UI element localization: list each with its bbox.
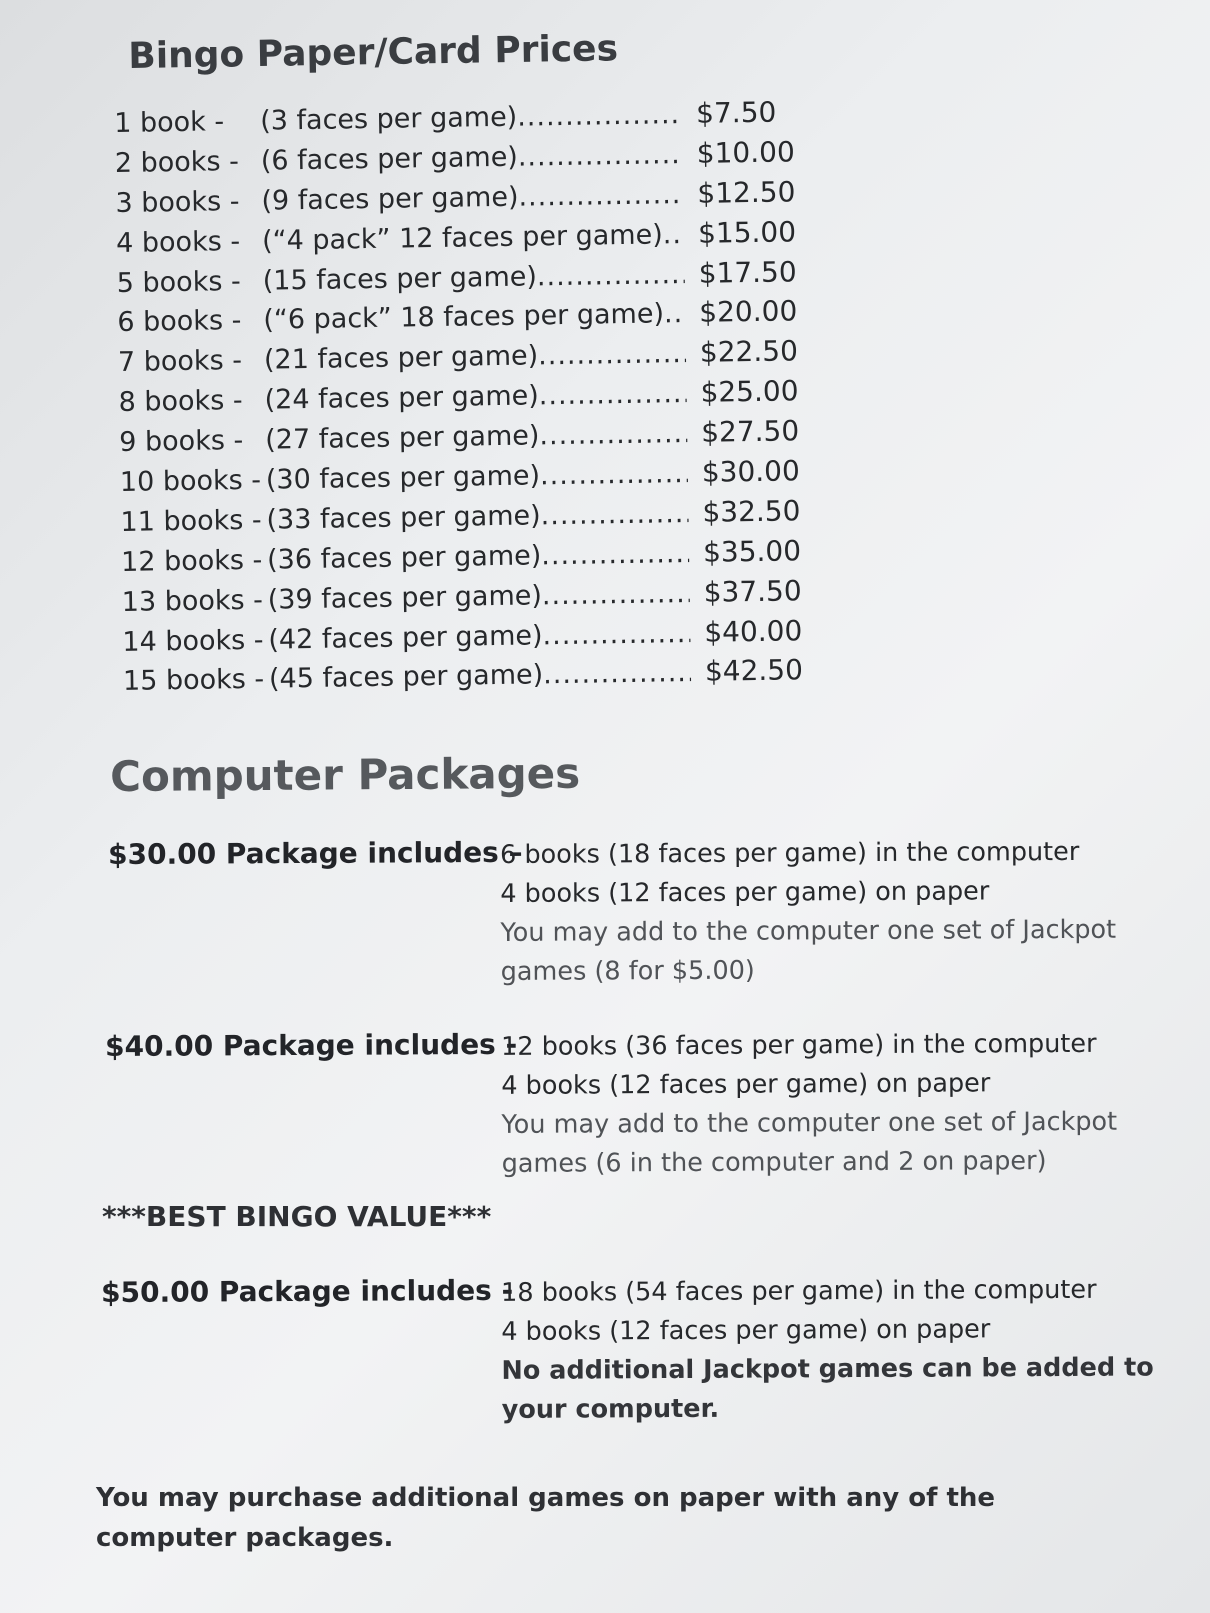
package-40 — [105, 1025, 1155, 1179]
package-note: No additional Jackpot games can be added to — [501, 1352, 1154, 1386]
price-value: $27.50 — [700, 414, 800, 449]
package-note: You may add to the computer one set of Jackpot — [501, 1106, 1118, 1140]
package-details — [501, 1271, 1154, 1430]
book-quantity: 8 books - — [118, 385, 243, 419]
price-value: $30.00 — [701, 454, 801, 489]
book-quantity: 9 books - — [119, 425, 244, 459]
faces-description: (3 faces per game) ..... — [260, 99, 682, 137]
price-value: $20.00 — [699, 294, 798, 330]
faces-description: (42 faces per game) ..... — [268, 618, 690, 656]
computer-packages-heading: Computer Packages — [110, 748, 581, 801]
price-value: $17.50 — [698, 254, 797, 290]
package-note: games (6 in the computer and 2 on paper) — [501, 1146, 1047, 1179]
book-quantity: 6 books - — [117, 305, 242, 339]
book-quantity: 13 books - — [121, 584, 264, 618]
book-quantity: 10 books - — [119, 464, 262, 498]
book-quantity: 5 books - — [116, 265, 241, 299]
price-value: $35.00 — [702, 534, 802, 569]
price-value: $40.00 — [704, 613, 803, 649]
book-quantity: 2 books - — [114, 145, 240, 179]
faces-description: (9 faces per game) ..... — [261, 179, 683, 217]
faces-description: (33 faces per game) ..... — [266, 498, 688, 536]
package-line: 4 books (12 faces per game) on paper — [500, 876, 990, 909]
book-quantity: 15 books - — [122, 664, 265, 698]
book-quantity: 4 books - — [115, 225, 241, 259]
price-value: $15.00 — [697, 214, 797, 250]
price-value: $7.50 — [695, 95, 777, 130]
package-label: $50.00 Package includes - — [101, 1273, 514, 1309]
faces-description: (30 faces per game) ..... — [266, 458, 688, 496]
package-50 — [101, 1271, 1154, 1425]
book-quantity: 14 books - — [122, 624, 264, 658]
price-value: $32.50 — [702, 494, 801, 529]
package-label: $30.00 Package includes – — [108, 835, 523, 871]
faces-description: (6 faces per game) ..... — [261, 139, 683, 177]
book-quantity: 7 books - — [117, 345, 243, 379]
book-quantity: 1 book - — [114, 106, 225, 139]
price-value: $10.00 — [696, 135, 796, 170]
package-label: $40.00 Package includes - — [105, 1027, 518, 1063]
faces-description: (36 faces per game) ..... — [267, 538, 689, 576]
package-line: 18 books (54 faces per game) in the computer — [501, 1274, 1097, 1308]
faces-description: (24 faces per game) ..... — [264, 378, 686, 416]
package-line: 12 books (36 faces per game) in the computer — [501, 1028, 1097, 1062]
package-line: 4 books (12 faces per game) on paper — [501, 1314, 991, 1347]
book-quantity: 11 books - — [120, 504, 262, 538]
package-note: games (8 for $5.00) — [500, 955, 755, 987]
faces-description: (15 faces per game) ..... — [262, 259, 684, 297]
faces-description: (“6 pack” 18 faces per game) ..... — [263, 299, 685, 337]
faces-description: (21 faces per game) ..... — [264, 338, 686, 376]
best-value-label: ***BEST BINGO VALUE*** — [102, 1200, 492, 1233]
faces-description: (27 faces per game) ..... — [265, 418, 687, 456]
price-list — [114, 97, 843, 707]
price-value: $42.50 — [704, 653, 804, 689]
page-title: Bingo Paper/Card Prices — [128, 28, 619, 77]
faces-description: (39 faces per game) ..... — [268, 578, 690, 616]
package-details — [500, 833, 1141, 992]
package-line: 4 books (12 faces per game) on paper — [501, 1068, 991, 1101]
price-value: $25.00 — [700, 374, 799, 410]
price-value: $22.50 — [699, 334, 799, 370]
footer-note: You may purchase additional games on paper with any of the computer packages. — [96, 1483, 996, 1553]
faces-description: (45 faces per game) ..... — [269, 657, 691, 695]
package-30 — [108, 833, 1158, 987]
price-value: $37.50 — [703, 573, 802, 609]
package-details — [501, 1025, 1142, 1184]
package-line: 6 books (18 faces per game) in the computer — [500, 836, 1080, 870]
package-note: your computer. — [501, 1393, 720, 1425]
package-note: You may add to the computer one set of Jackpot — [500, 914, 1117, 948]
faces-description: (“4 pack” 12 faces per game) ..... — [262, 219, 684, 257]
book-quantity: 12 books - — [120, 544, 263, 578]
price-value: $12.50 — [697, 175, 796, 210]
book-quantity: 3 books - — [115, 185, 240, 219]
